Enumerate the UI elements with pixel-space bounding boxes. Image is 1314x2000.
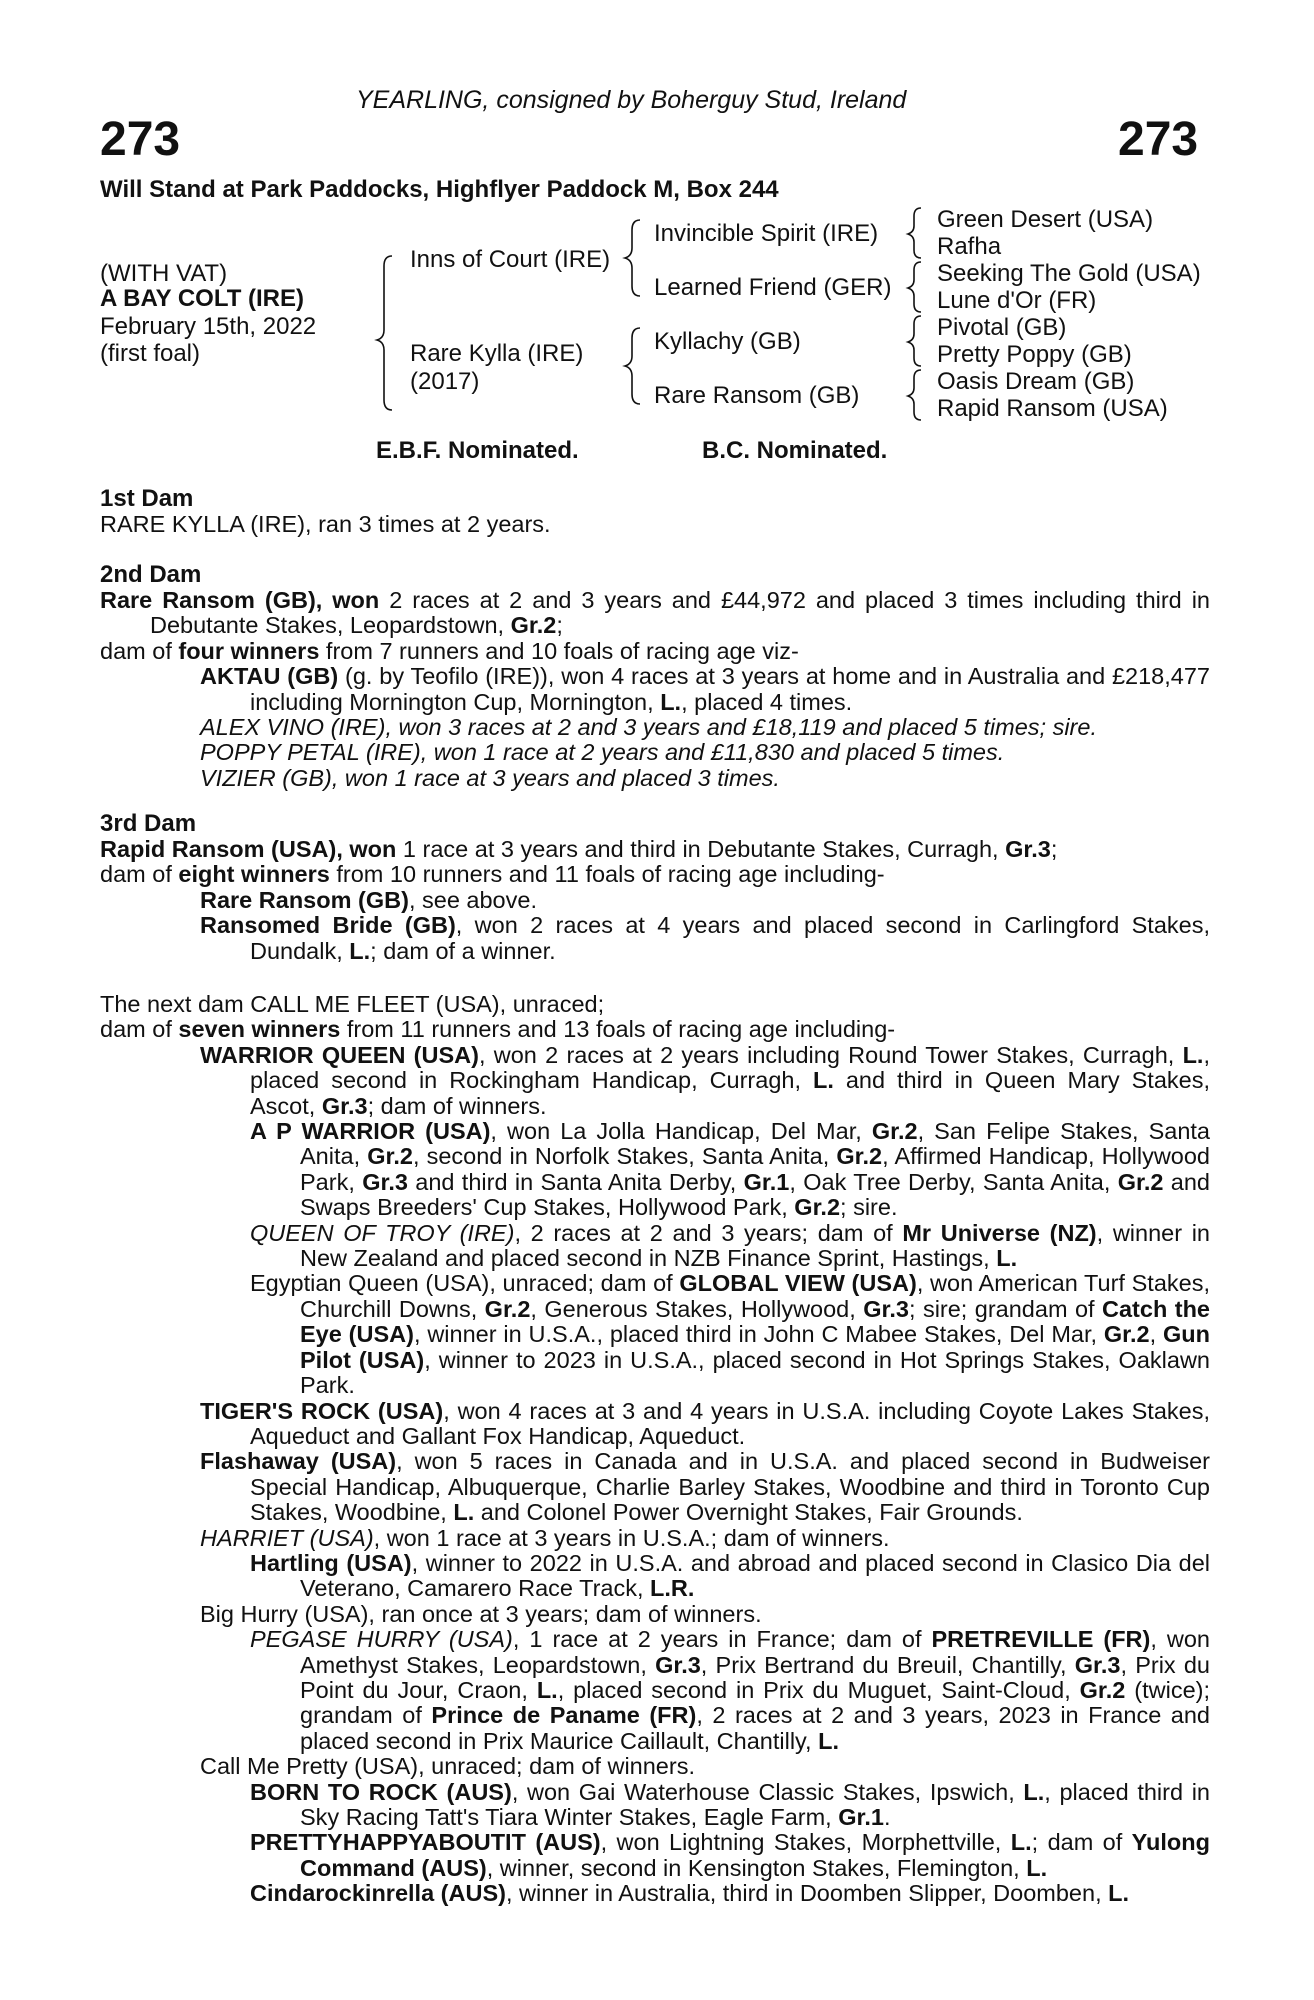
- dam-year: (2017): [410, 368, 480, 395]
- stand-location: Will Stand at Park Paddocks, Highflyer Paddock M, Box 244: [100, 176, 779, 203]
- sdd: Lune d'Or (FR): [937, 287, 1097, 314]
- horse-name: A BAY COLT (IRE): [100, 285, 305, 312]
- egyptian-queen-entry: Egyptian Queen (USA), unraced; dam of GLOBAL VIEW (USA), won American Turf Stakes, Churchill Downs, Gr.2, Generous Stakes, Hollywood, Gr.3; sire; grandam of Catch the Eye (USA), winner in U.S.A., placed third in John C Mabee Stakes, Del Mar, Gr.2, Gun Pilot (USA), winner to 2023 in U.S.A., placed second in Hot Springs Stakes, Oaklawn Park.: [250, 1270, 1210, 1399]
- bc-nominated: B.C. Nominated.: [702, 437, 888, 464]
- pegase-hurry-entry: PEGASE HURRY (USA), 1 race at 2 years in France; dam of PRETREVILLE (FR), won Amethyst Stakes, Leopardstown, Gr.3, Prix Bertrand du Breuil, Chantilly, Gr.3, Prix du Point du Jour, Craon, L., placed second in Prix du Muguet, Saint-Cloud, Gr.2 (twice); grandam of Prince de Paname (FR), 2 races at 2 and 3 years, 2023 in France and placed second in Prix Maurice Caillault, Chantilly, L.: [250, 1626, 1211, 1754]
- third-dam-heading: 3rd Dam: [100, 810, 197, 837]
- second-dam-heading: 2nd Dam: [100, 561, 202, 588]
- sire-name: Inns of Court (IRE): [410, 246, 611, 273]
- next-dam-section: [100, 992, 1210, 1907]
- second-dam-produce: dam of four winners from 7 runners and 10 foals of racing age viz-: [100, 637, 799, 664]
- next-dam-line: The next dam CALL ME FLEET (USA), unraced;: [100, 991, 605, 1017]
- dds: Oasis Dream (GB): [937, 368, 1135, 395]
- sds: Seeking The Gold (USA): [937, 260, 1201, 287]
- alex-vino-entry: ALEX VINO (IRE), won 3 races at 2 and 3 years and £18,119 and placed 5 times; sire.: [200, 714, 1097, 741]
- sss: Green Desert (USA): [937, 206, 1154, 233]
- first-dam-section: [100, 486, 1210, 537]
- lot-number-left: 273: [100, 113, 181, 166]
- third-dam-line: Rapid Ransom (USA), won 1 race at 3 years and third in Debutante Stakes, Curragh, Gr.3;: [100, 836, 1058, 862]
- third-dam-section: [100, 811, 1210, 964]
- flashaway-entry: Flashaway (USA), won 5 races in Canada and in U.S.A. and placed second in Budweiser Special Handicap, Albuquerque, Charlie Barley Stakes, Woodbine and third in Toronto Cup Stakes, Woodbine, L. and Colonel Power Overnight Stakes, Fair Grounds.: [200, 1448, 1210, 1526]
- dam-dam: Rare Ransom (GB): [654, 382, 860, 409]
- ddd: Rapid Ransom (USA): [937, 395, 1168, 422]
- hartling-entry: Hartling (USA), winner to 2022 in U.S.A. and abroad and placed second in Clasico Dia del Veterano, Camarero Race Track, L.R.: [250, 1549, 1210, 1602]
- consignor-line: YEARLING, consigned by Boherguy Stud, Ireland: [356, 86, 907, 114]
- third-dam-produce: dam of eight winners from 10 runners and 11 foals of racing age including-: [100, 861, 885, 888]
- rare-ransom-entry: Rare Ransom (GB), see above.: [200, 886, 537, 913]
- ransomed-bride-entry: Ransomed Bride (GB), won 2 races at 4 years and placed second in Carlingford Stakes, Dundalk, L.; dam of a winner.: [200, 912, 1211, 964]
- tigers-rock-entry: TIGER'S ROCK (USA), won 4 races at 3 and 4 years in U.S.A. including Coyote Lakes Stakes, Aqueduct and Gallant Fox Handicap, Aqueduct.: [200, 1397, 1210, 1449]
- poppy-petal-entry: POPPY PETAL (IRE), won 1 race at 2 years and £11,830 and placed 5 times.: [200, 739, 1005, 766]
- big-hurry-entry: Big Hurry (USA), ran once at 3 years; dam of winners.: [200, 1600, 762, 1627]
- aktau-entry: AKTAU (GB) (g. by Teofilo (IRE)), won 4 races at 3 years at home and in Australia and £218,477 including Mornington Cup, Mornington, L., placed 4 times.: [200, 663, 1210, 715]
- ssd: Rafha: [937, 233, 1002, 260]
- queen-of-troy-entry: QUEEN OF TROY (IRE), 2 races at 2 and 3 years; dam of Mr Universe (NZ), winner in New Zealand and placed second in NZB Finance Sprint, Hastings, L.: [250, 1219, 1211, 1272]
- dss: Pivotal (GB): [937, 314, 1067, 341]
- sire-sire: Invincible Spirit (IRE): [654, 220, 879, 247]
- prettyhappyaboutit-entry: PRETTYHAPPYABOUTIT (AUS), won Lightning Stakes, Morphettville, L.; dam of Yulong Command (AUS), winner, second in Kensington Stakes, Flemington, L.: [250, 1829, 1210, 1881]
- ap-warrior-entry: A P WARRIOR (USA), won La Jolla Handicap, Del Mar, Gr.2, San Felipe Stakes, Santa Anita, Gr.2, second in Norfolk Stakes, Santa Anita, Gr.2, Affirmed Handicap, Hollywood Park, Gr.3 and third in Santa Anita Derby, Gr.1, Oak Tree Derby, Santa Anita, Gr.2 and Swaps Breeders' Cup Stakes, Hollywood Park, Gr.2; sire.: [250, 1118, 1211, 1221]
- dam-name: Rare Kylla (IRE): [410, 340, 584, 367]
- warrior-queen-entry: WARRIOR QUEEN (USA), won 2 races at 2 years including Round Tower Stakes, Curragh, L., placed second in Rockingham Handicap, Curragh, L. and third in Queen Mary Stakes, Ascot, Gr.3; dam of winners.: [200, 1041, 1210, 1119]
- cindarockinrella-entry: Cindarockinrella (AUS), winner in Australia, third in Doomben Slipper, Doomben, L.: [250, 1880, 1130, 1907]
- lot-number-right: 273: [1118, 113, 1199, 166]
- call-me-pretty-entry: Call Me Pretty (USA), unraced; dam of winners.: [200, 1753, 695, 1780]
- horse-dob: February 15th, 2022: [100, 313, 317, 340]
- harriet-entry: HARRIET (USA), won 1 race at 3 years in U.S.A.; dam of winners.: [200, 1524, 890, 1551]
- horse-note: (first foal): [100, 340, 201, 367]
- first-dam-text: RARE KYLLA (IRE), ran 3 times at 2 years.: [100, 511, 551, 537]
- vizier-entry: VIZIER (GB), won 1 race at 3 years and placed 3 times.: [200, 764, 780, 791]
- second-dam-section: [100, 562, 1210, 791]
- first-dam-heading: 1st Dam: [100, 485, 194, 512]
- dsd: Pretty Poppy (GB): [937, 341, 1132, 368]
- second-dam-line: Rare Ransom (GB), won 2 races at 2 and 3 years and £44,972 and placed 3 times including third in Debutante Stakes, Leopardstown, Gr.2;: [100, 587, 1210, 639]
- next-dam-produce: dam of seven winners from 11 runners and 13 foals of racing age including-: [100, 1016, 896, 1043]
- vat-note: (WITH VAT): [100, 260, 228, 287]
- ebf-nominated: E.B.F. Nominated.: [376, 437, 579, 464]
- sire-dam: Learned Friend (GER): [654, 274, 892, 301]
- born-to-rock-entry: BORN TO ROCK (AUS), won Gai Waterhouse Classic Stakes, Ipswich, L., placed third in Sky Racing Tatt's Tiara Winter Stakes, Eagle Farm, Gr.1.: [250, 1778, 1210, 1830]
- dam-sire: Kyllachy (GB): [654, 328, 801, 355]
